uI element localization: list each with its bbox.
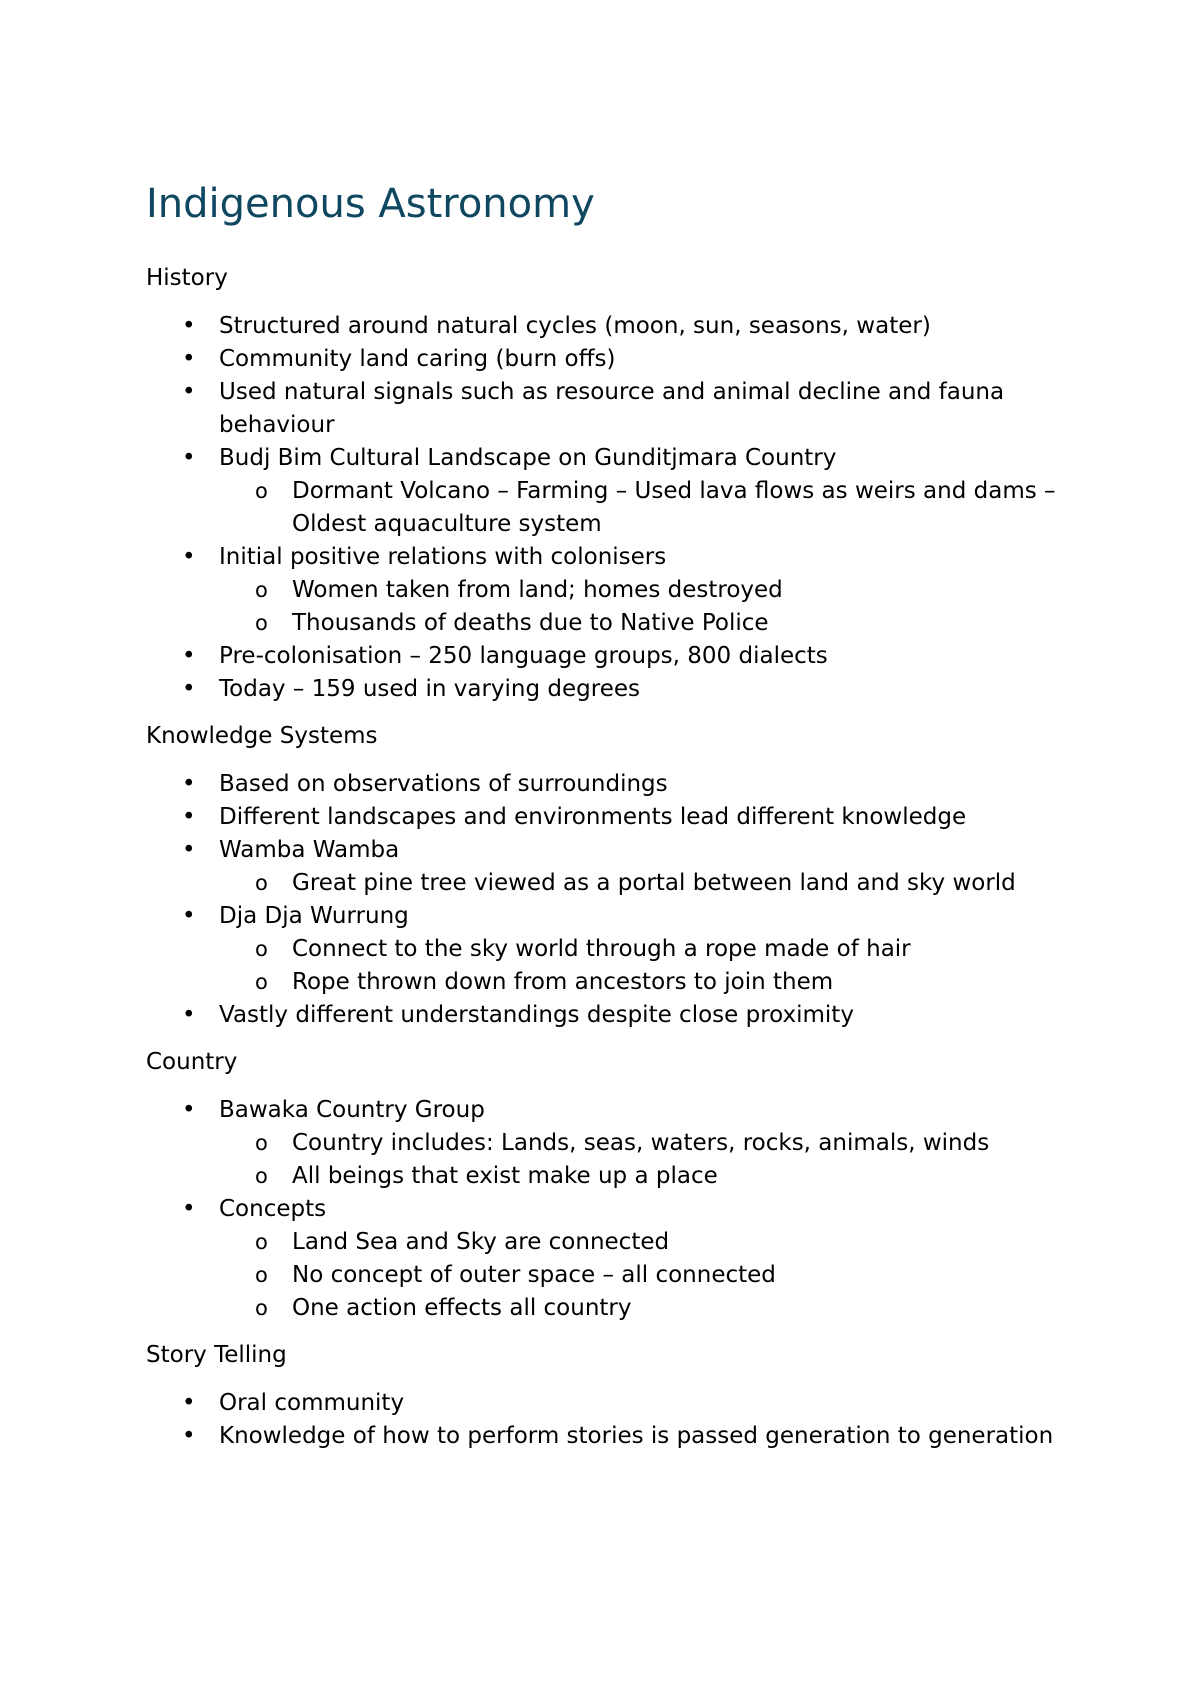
- bullet-icon: •: [182, 903, 196, 929]
- circle-bullet-icon: o: [255, 1296, 268, 1320]
- circle-bullet-icon: o: [255, 970, 268, 994]
- list-item-text: Pre-colonisation – 250 language groups, 800 dialects: [219, 643, 828, 669]
- sub-list-item: [219, 933, 1086, 966]
- sub-bullet-list: [219, 1127, 1086, 1193]
- circle-bullet-icon: o: [255, 1263, 268, 1287]
- bullet-icon: •: [182, 1097, 196, 1123]
- bullet-icon: •: [182, 643, 196, 669]
- sub-list-item-text: One action effects all country: [292, 1295, 632, 1321]
- sub-bullet-list: [219, 867, 1086, 900]
- sub-bullet-list: [219, 933, 1086, 999]
- sub-list-item: [219, 475, 1086, 541]
- sub-list-item-text: Country includes: Lands, seas, waters, rocks, animals, winds: [292, 1130, 990, 1156]
- list-item-text: Community land caring (burn offs): [219, 346, 616, 372]
- bullet-icon: •: [182, 1390, 196, 1416]
- list-item: [146, 1387, 1086, 1420]
- sub-list-item: [219, 1226, 1086, 1259]
- section-heading: Country: [146, 1049, 238, 1075]
- list-item: [146, 673, 1086, 706]
- section-heading: Knowledge Systems: [146, 723, 378, 749]
- circle-bullet-icon: o: [255, 578, 268, 602]
- bullet-icon: •: [182, 1423, 196, 1449]
- sub-list-item-text: All beings that exist make up a place: [292, 1163, 718, 1189]
- list-item-text: Structured around natural cycles (moon, sun, seasons, water): [219, 313, 931, 339]
- list-item: [146, 640, 1086, 673]
- bullet-icon: •: [182, 313, 196, 339]
- sub-list-item: [219, 607, 1086, 640]
- bullet-icon: •: [182, 771, 196, 797]
- sub-list-item-text: Great pine tree viewed as a portal between land and sky world: [292, 870, 1016, 896]
- sub-list-item: [219, 966, 1086, 999]
- bullet-icon: •: [182, 837, 196, 863]
- list-item-text: Budj Bim Cultural Landscape on Gunditjmara Country: [219, 445, 837, 471]
- sub-list-item-text: Women taken from land; homes destroyed: [292, 577, 783, 603]
- bullet-icon: •: [182, 1196, 196, 1222]
- bullet-icon: •: [182, 379, 196, 405]
- sub-list-item: [219, 574, 1086, 607]
- list-item: [146, 376, 1086, 442]
- sub-bullet-list: [219, 1226, 1086, 1325]
- section: [146, 262, 1086, 706]
- sub-list-item-text: Land Sea and Sky are connected: [292, 1229, 670, 1255]
- bullet-icon: •: [182, 544, 196, 570]
- bullet-list: [146, 310, 1086, 706]
- list-item: [146, 900, 1086, 999]
- circle-bullet-icon: o: [255, 871, 268, 895]
- circle-bullet-icon: o: [255, 1164, 268, 1188]
- list-item-text: Oral community: [219, 1390, 405, 1416]
- list-item: [146, 343, 1086, 376]
- list-item: [146, 1193, 1086, 1325]
- list-item: [146, 768, 1086, 801]
- sub-list-item: [219, 1160, 1086, 1193]
- circle-bullet-icon: o: [255, 1131, 268, 1155]
- document-body: [146, 262, 1086, 1453]
- sub-list-item-text: Connect to the sky world through a rope made of hair: [292, 936, 911, 962]
- section: [146, 720, 1086, 1032]
- list-item: [146, 1094, 1086, 1193]
- circle-bullet-icon: o: [255, 611, 268, 635]
- list-item: [146, 442, 1086, 541]
- sub-list-item-text: No concept of outer space – all connected: [292, 1262, 776, 1288]
- section: [146, 1046, 1086, 1325]
- circle-bullet-icon: o: [255, 937, 268, 961]
- bullet-icon: •: [182, 676, 196, 702]
- sub-list-item: [219, 867, 1086, 900]
- list-item: [146, 310, 1086, 343]
- list-item-text: Today – 159 used in varying degrees: [219, 676, 640, 702]
- sub-list-item: [219, 1127, 1086, 1160]
- bullet-icon: •: [182, 445, 196, 471]
- list-item-text: Based on observations of surroundings: [219, 771, 668, 797]
- document-title: Indigenous Astronomy: [146, 181, 595, 227]
- list-item-text: Knowledge of how to perform stories is passed generation to generation: [219, 1423, 1054, 1449]
- list-item-text: Different landscapes and environments lead different knowledge: [219, 804, 967, 830]
- bullet-list: [146, 768, 1086, 1032]
- sub-list-item-text: Dormant Volcano – Farming – Used lava flows as weirs and dams – Oldest aquaculture system: [292, 478, 1056, 537]
- list-item-text: Concepts: [219, 1196, 327, 1222]
- document-page: [146, 180, 1086, 1453]
- section-heading: History: [146, 265, 228, 291]
- list-item-text: Wamba Wamba: [219, 837, 400, 863]
- section: [146, 1339, 1086, 1453]
- sub-list-item: [219, 1259, 1086, 1292]
- list-item: [146, 834, 1086, 900]
- list-item: [146, 999, 1086, 1032]
- list-item: [146, 1420, 1086, 1453]
- sub-list-item-text: Rope thrown down from ancestors to join them: [292, 969, 834, 995]
- bullet-icon: •: [182, 1002, 196, 1028]
- list-item: [146, 801, 1086, 834]
- list-item: [146, 541, 1086, 640]
- bullet-icon: •: [182, 346, 196, 372]
- bullet-list: [146, 1094, 1086, 1325]
- sub-list-item-text: Thousands of deaths due to Native Police: [292, 610, 769, 636]
- list-item-text: Bawaka Country Group: [219, 1097, 485, 1123]
- bullet-icon: •: [182, 804, 196, 830]
- list-item-text: Vastly different understandings despite close proximity: [219, 1002, 854, 1028]
- section-heading: Story Telling: [146, 1342, 287, 1368]
- sub-bullet-list: [219, 574, 1086, 640]
- list-item-text: Dja Dja Wurrung: [219, 903, 409, 929]
- sub-list-item: [219, 1292, 1086, 1325]
- list-item-text: Initial positive relations with colonisers: [219, 544, 667, 570]
- sub-bullet-list: [219, 475, 1086, 541]
- bullet-list: [146, 1387, 1086, 1453]
- list-item-text: Used natural signals such as resource and animal decline and fauna behaviour: [219, 379, 1005, 438]
- circle-bullet-icon: o: [255, 479, 268, 503]
- circle-bullet-icon: o: [255, 1230, 268, 1254]
